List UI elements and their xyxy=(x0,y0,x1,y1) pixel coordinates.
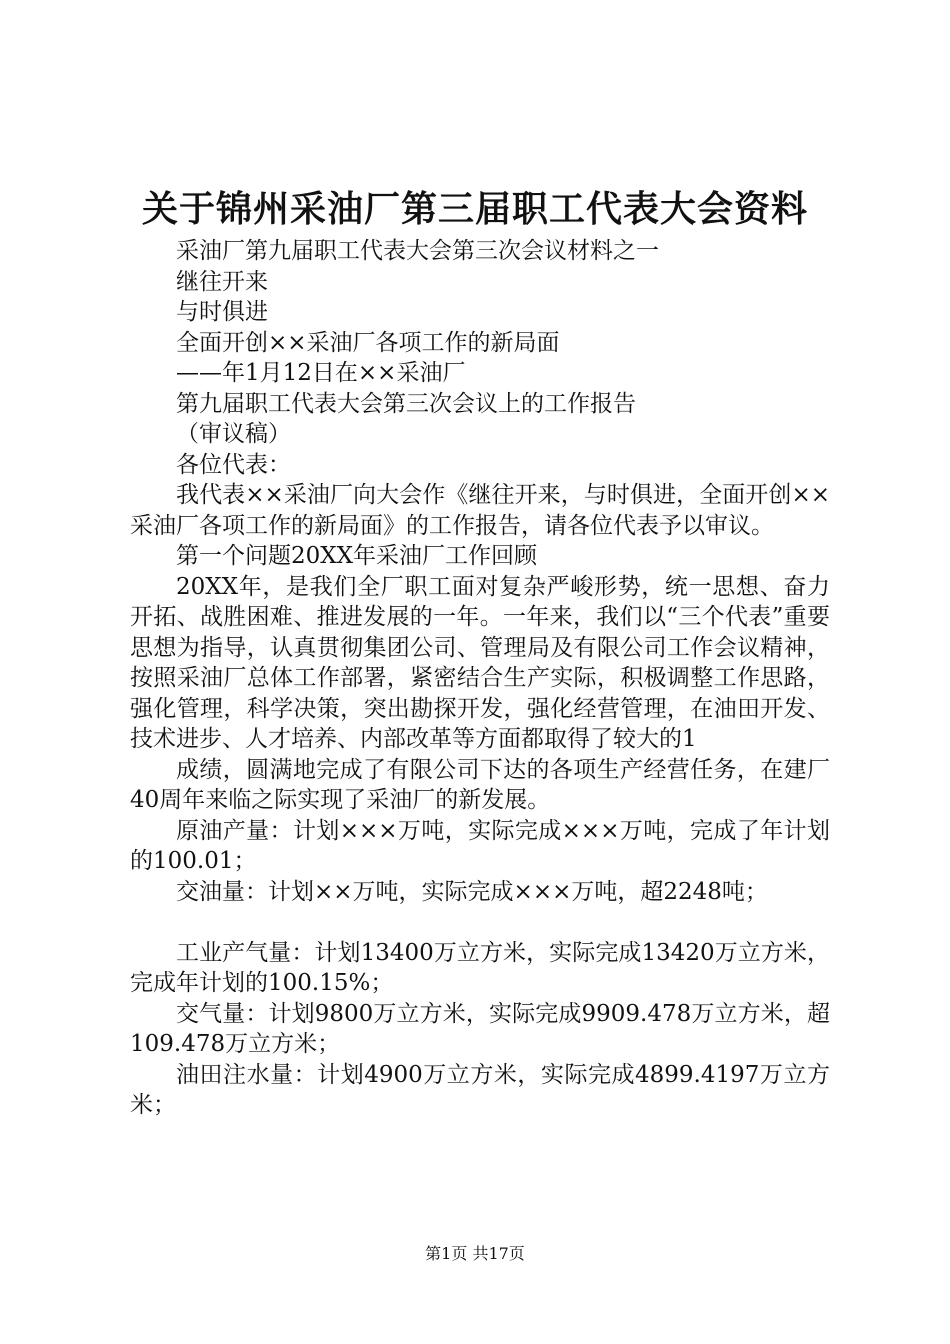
section-heading: 第一个问题20XX年采油厂工作回顾 xyxy=(176,543,538,569)
subtitle-line: 全面开创××采油厂各项工作的新局面 xyxy=(176,329,560,356)
body-paragraph: 原油产量：计划×××万吨，实际完成×××万吨，完成了年计划的100.01； xyxy=(130,817,830,874)
body-paragraph: 20XX年，是我们全厂职工面对复杂严峻形势，统一思想、奋力开拓、战胜困难、推进发展的一年。一年来，我们以“三个代表”重要思想为指导，认真贯彻集团公司、管理局及有限公司工作会议精神，按照采油厂总体工作部署，紧密结合生产实际，积极调整工作思路，强化管理，科学决策，突出勘探开发，强化经营管理，在油田开发、技术进步、人才培养、内部改革等方面都取得了较大的1 xyxy=(130,573,830,752)
subtitle-line: ——年1月12日在××采油厂 xyxy=(176,360,466,386)
document-body xyxy=(130,236,830,1121)
salutation: 各位代表： xyxy=(176,451,291,478)
subtitle-line: 与时俱进 xyxy=(176,299,268,325)
body-paragraph: 工业产气量：计划13400万立方米，实际完成13420万立方米，完成年计划的100.15%； xyxy=(130,939,830,996)
body-paragraph: 交气量：计划9800万立方米，实际完成9909.478万立方米，超109.478万立方米； xyxy=(130,1000,830,1057)
page-footer: 第1页 共17页 xyxy=(425,1244,525,1263)
subtitle-line: 采油厂第九届职工代表大会第三次会议材料之一 xyxy=(176,238,659,264)
subtitle-line: （审议稿） xyxy=(176,421,291,447)
body-paragraph: 交油量：计划××万吨，实际完成×××万吨，超2248吨； xyxy=(176,878,768,905)
subtitle-line: 第九届职工代表大会第三次会议上的工作报告 xyxy=(176,390,636,417)
document-title: 关于锦州采油厂第三届职工代表大会资料 xyxy=(141,188,808,230)
subtitle-line: 继往开来 xyxy=(176,268,268,295)
body-paragraph: 我代表××采油厂向大会作《继往开来，与时俱进，全面开创××采油厂各项工作的新局面》的工作报告，请各位代表予以审议。 xyxy=(130,482,830,539)
blank-line xyxy=(130,907,830,938)
body-paragraph: 成绩，圆满地完成了有限公司下达的各项生产经营任务，在建厂40周年来临之际实现了采油厂的新发展。 xyxy=(130,756,830,813)
body-paragraph: 油田注水量：计划4900万立方米，实际完成4899.4197万立方米； xyxy=(130,1061,830,1118)
